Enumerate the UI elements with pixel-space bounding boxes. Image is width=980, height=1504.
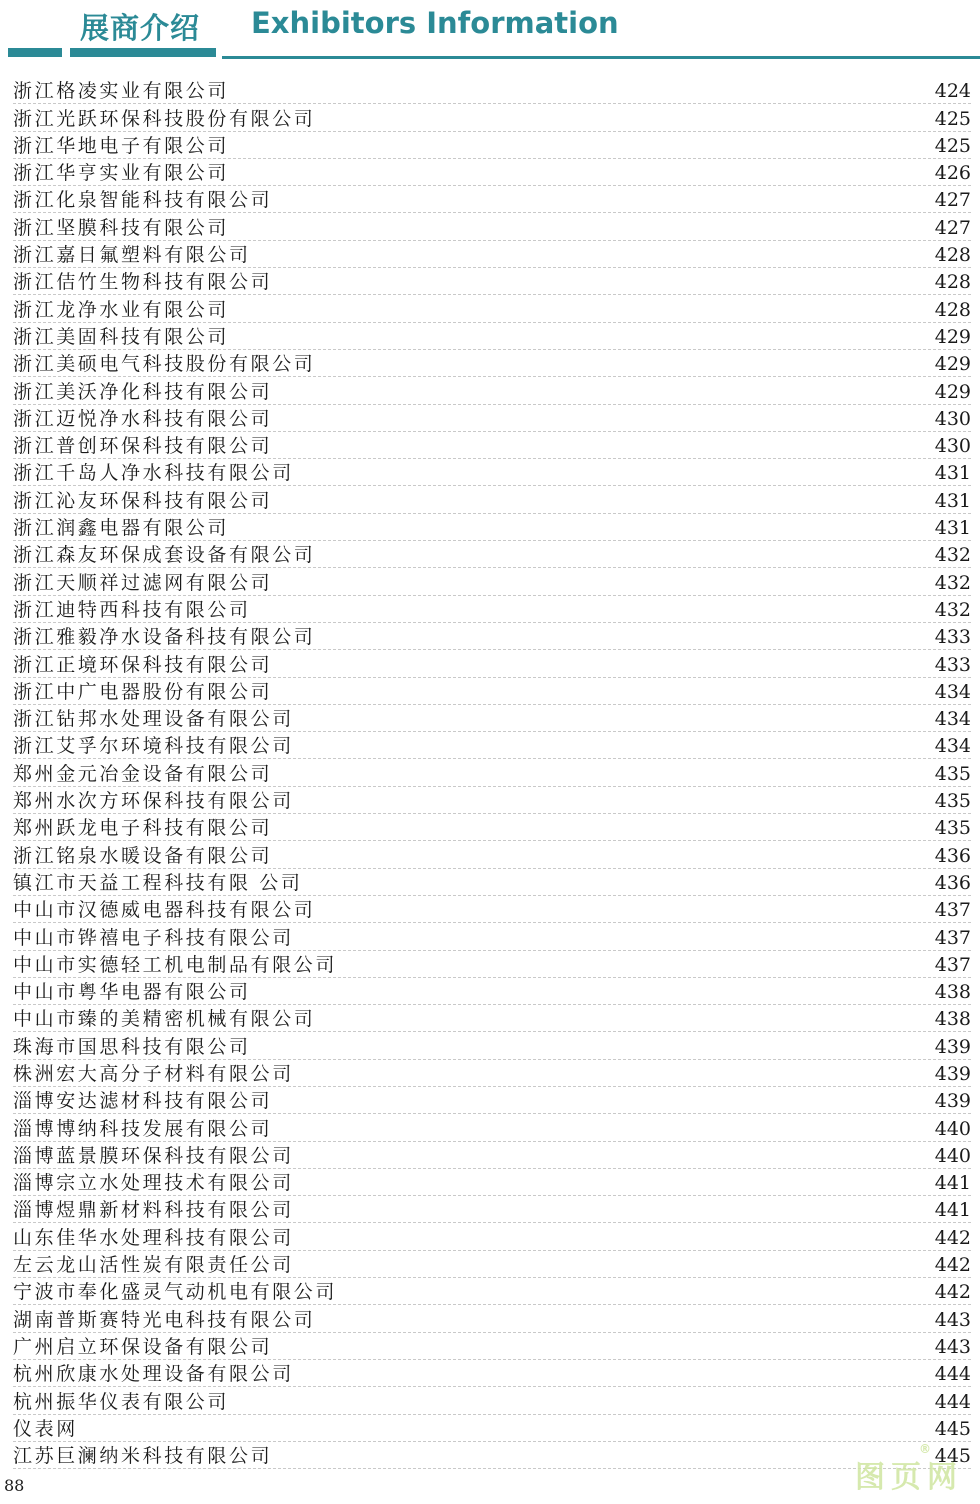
exhibitor-name: 中山市汉德威电器科技有限公司	[13, 899, 316, 922]
list-item	[13, 1005, 971, 1032]
exhibitor-name: 湖南普斯赛特光电科技有限公司	[13, 1308, 316, 1331]
list-item	[13, 104, 971, 131]
list-item	[13, 623, 971, 650]
exhibitor-page-number: 430	[934, 407, 971, 430]
header-rule	[222, 56, 980, 59]
exhibitor-page-number: 439	[934, 1090, 971, 1113]
exhibitor-page-number: 439	[934, 1062, 971, 1085]
list-item	[13, 1114, 971, 1141]
exhibitor-name: 株洲宏大高分子材料有限公司	[13, 1062, 294, 1085]
exhibitor-page-number: 427	[934, 216, 971, 239]
list-item	[13, 1333, 971, 1360]
list-item	[13, 1251, 971, 1278]
exhibitor-page-number: 440	[934, 1117, 971, 1140]
exhibitor-page-number: 433	[934, 653, 971, 676]
list-item	[13, 1305, 971, 1332]
list-item	[13, 759, 971, 786]
list-item	[13, 1360, 971, 1387]
list-item	[13, 1060, 971, 1087]
exhibitor-page-number: 436	[934, 844, 971, 867]
exhibitor-page-number: 428	[934, 271, 971, 294]
exhibitor-page-number: 425	[934, 134, 971, 157]
exhibitor-name: 珠海市国思科技有限公司	[13, 1035, 251, 1058]
exhibitor-name: 中山市臻的美精密机械有限公司	[13, 1008, 316, 1031]
list-item	[13, 432, 971, 459]
list-item	[13, 350, 971, 377]
list-item	[13, 323, 971, 350]
exhibitor-name: 淄博安达滤材科技有限公司	[13, 1090, 273, 1113]
list-item	[13, 1142, 971, 1169]
exhibitor-name: 浙江森友环保成套设备有限公司	[13, 544, 316, 567]
exhibitor-page-number: 432	[934, 571, 971, 594]
exhibitor-name: 浙江嘉日氟塑料有限公司	[13, 244, 251, 267]
exhibitor-name: 郑州水次方环保科技有限公司	[13, 790, 294, 813]
exhibitor-name: 淄博煜鼎新材料科技有限公司	[13, 1199, 294, 1222]
list-item	[13, 159, 971, 186]
exhibitor-page-number: 436	[934, 871, 971, 894]
exhibitor-page-number: 434	[934, 680, 971, 703]
exhibitor-name: 浙江正境环保科技有限公司	[13, 653, 273, 676]
list-item	[13, 705, 971, 732]
exhibitor-name: 浙江美沃净化科技有限公司	[13, 380, 273, 403]
list-item	[13, 1442, 971, 1469]
exhibitor-name: 浙江艾孚尔环境科技有限公司	[13, 735, 294, 758]
list-item	[13, 541, 971, 568]
exhibitor-page-number: 443	[934, 1308, 971, 1331]
list-item	[13, 459, 971, 486]
exhibitor-page-number: 426	[934, 162, 971, 185]
list-item	[13, 951, 971, 978]
exhibitor-page-number: 445	[934, 1445, 971, 1468]
exhibitor-name: 郑州金元冶金设备有限公司	[13, 762, 273, 785]
exhibitor-name: 浙江迈悦净水科技有限公司	[13, 407, 273, 430]
exhibitor-page-number: 429	[934, 325, 971, 348]
exhibitor-page-number: 442	[934, 1226, 971, 1249]
exhibitor-name: 中山市实德轻工机电制品有限公司	[13, 953, 338, 976]
exhibitor-page-number: 438	[934, 981, 971, 1004]
list-item	[13, 841, 971, 868]
list-item	[13, 1387, 971, 1414]
exhibitor-page-number: 441	[934, 1199, 971, 1222]
exhibitor-name: 浙江铭泉水暖设备有限公司	[13, 844, 273, 867]
exhibitor-page-number: 432	[934, 544, 971, 567]
exhibitor-page-number: 431	[934, 489, 971, 512]
exhibitor-page-number: 425	[934, 107, 971, 130]
exhibitor-page-number: 442	[934, 1254, 971, 1277]
list-item	[13, 1415, 971, 1442]
list-item	[13, 1278, 971, 1305]
list-item	[13, 132, 971, 159]
list-item	[13, 1169, 971, 1196]
exhibitor-name: 浙江坚膜科技有限公司	[13, 216, 230, 239]
exhibitor-name: 浙江龙净水业有限公司	[13, 298, 230, 321]
list-item	[13, 787, 971, 814]
exhibitor-page-number: 431	[934, 462, 971, 485]
list-item	[13, 405, 971, 432]
exhibitor-page-number: 428	[934, 244, 971, 267]
list-item	[13, 869, 971, 896]
exhibitor-name: 浙江钻邦水处理设备有限公司	[13, 708, 294, 731]
exhibitor-page-number: 432	[934, 598, 971, 621]
exhibitor-name: 浙江润鑫电器有限公司	[13, 517, 230, 540]
exhibitor-page-number: 445	[934, 1417, 971, 1440]
exhibitor-name: 浙江普创环保科技有限公司	[13, 435, 273, 458]
list-item	[13, 814, 971, 841]
exhibitor-page-number: 427	[934, 189, 971, 212]
list-item	[13, 514, 971, 541]
exhibitor-page-number: 430	[934, 435, 971, 458]
exhibitor-name: 浙江化泉智能科技有限公司	[13, 189, 273, 212]
list-item	[13, 77, 971, 104]
exhibitor-page-number: 437	[934, 899, 971, 922]
exhibitor-page-number: 434	[934, 735, 971, 758]
exhibitor-name: 中山市铧禧电子科技有限公司	[13, 926, 294, 949]
exhibitor-name: 仪表网	[13, 1417, 78, 1440]
list-item	[13, 295, 971, 322]
watermark-text: 图页网	[855, 1460, 963, 1495]
exhibitor-name: 浙江千岛人净水科技有限公司	[13, 462, 294, 485]
exhibitor-name: 浙江中广电器股份有限公司	[13, 680, 273, 703]
exhibitor-name: 中山市粤华电器有限公司	[13, 981, 251, 1004]
exhibitor-page-number: 437	[934, 926, 971, 949]
exhibitor-page-number: 433	[934, 626, 971, 649]
exhibitor-name: 镇江市天益工程科技有限 公司	[13, 871, 303, 894]
list-item	[13, 486, 971, 513]
list-item	[13, 896, 971, 923]
exhibitor-page-number: 439	[934, 1035, 971, 1058]
exhibitor-name: 浙江佶竹生物科技有限公司	[13, 271, 273, 294]
exhibitor-page-number: 442	[934, 1281, 971, 1304]
exhibitor-name: 杭州欣康水处理设备有限公司	[13, 1363, 294, 1386]
list-item	[13, 241, 971, 268]
list-item	[13, 678, 971, 705]
header-title-chinese: 展商介绍	[80, 11, 201, 45]
list-item	[13, 923, 971, 950]
exhibitor-page-number: 429	[934, 380, 971, 403]
exhibitor-name: 淄博蓝景膜环保科技有限公司	[13, 1144, 294, 1167]
list-item	[13, 1087, 971, 1114]
page-header	[0, 0, 980, 62]
exhibitor-page-number: 434	[934, 708, 971, 731]
exhibitor-page-number: 438	[934, 1008, 971, 1031]
exhibitor-name: 浙江迪特西科技有限公司	[13, 598, 251, 621]
list-item	[13, 213, 971, 240]
exhibitor-name: 浙江华地电子有限公司	[13, 134, 230, 157]
list-item	[13, 978, 971, 1005]
list-item	[13, 732, 971, 759]
exhibitor-page-number: 443	[934, 1335, 971, 1358]
exhibitor-name: 淄博宗立水处理技术有限公司	[13, 1172, 294, 1195]
exhibitor-page-number: 429	[934, 353, 971, 376]
exhibitor-name: 浙江格凌实业有限公司	[13, 80, 230, 103]
exhibitor-name: 浙江华亨实业有限公司	[13, 162, 230, 185]
exhibitor-page-number: 435	[934, 762, 971, 785]
list-item	[13, 377, 971, 404]
exhibitor-name: 浙江光跃环保科技股份有限公司	[13, 107, 316, 130]
exhibitor-name: 宁波市奉化盛灵气动机电有限公司	[13, 1281, 338, 1304]
list-item	[13, 568, 971, 595]
exhibitor-name: 杭州振华仪表有限公司	[13, 1390, 230, 1413]
list-item	[13, 596, 971, 623]
header-accent-bar	[8, 48, 62, 57]
exhibitor-page-number: 444	[934, 1363, 971, 1386]
exhibitor-name: 浙江天顺祥过滤网有限公司	[13, 571, 273, 594]
exhibitor-page-number: 437	[934, 953, 971, 976]
exhibitor-index-list	[13, 77, 971, 1469]
list-item	[13, 650, 971, 677]
exhibitor-name: 左云龙山活性炭有限责任公司	[13, 1254, 294, 1277]
list-item	[13, 268, 971, 295]
exhibitor-page-number: 444	[934, 1390, 971, 1413]
header-title-underline	[70, 48, 216, 57]
exhibitor-page-number: 428	[934, 298, 971, 321]
exhibitor-name: 浙江美固科技有限公司	[13, 325, 230, 348]
exhibitor-page-number: 441	[934, 1172, 971, 1195]
exhibitor-name: 江苏巨澜纳米科技有限公司	[13, 1445, 273, 1468]
list-item	[13, 1032, 971, 1059]
exhibitor-page-number: 440	[934, 1144, 971, 1167]
exhibitor-name: 淄博博纳科技发展有限公司	[13, 1117, 273, 1140]
exhibitor-page-number: 435	[934, 790, 971, 813]
header-title-english: Exhibitors Information	[251, 6, 619, 40]
list-item	[13, 1196, 971, 1223]
exhibitor-name: 郑州跃龙电子科技有限公司	[13, 817, 273, 840]
list-item	[13, 1223, 971, 1250]
exhibitor-name: 浙江雅毅净水设备科技有限公司	[13, 626, 316, 649]
exhibitor-name: 浙江沁友环保科技有限公司	[13, 489, 273, 512]
registered-mark: ®	[919, 1442, 931, 1456]
exhibitor-page-number: 431	[934, 517, 971, 540]
exhibitor-name: 广州启立环保设备有限公司	[13, 1335, 273, 1358]
list-item	[13, 186, 971, 213]
exhibitor-name: 山东佳华水处理科技有限公司	[13, 1226, 294, 1249]
exhibitor-page-number: 435	[934, 817, 971, 840]
exhibitor-page-number: 424	[934, 80, 971, 103]
page-number: 88	[4, 1476, 25, 1495]
exhibitor-name: 浙江美硕电气科技股份有限公司	[13, 353, 316, 376]
watermark-logo	[855, 1442, 963, 1496]
